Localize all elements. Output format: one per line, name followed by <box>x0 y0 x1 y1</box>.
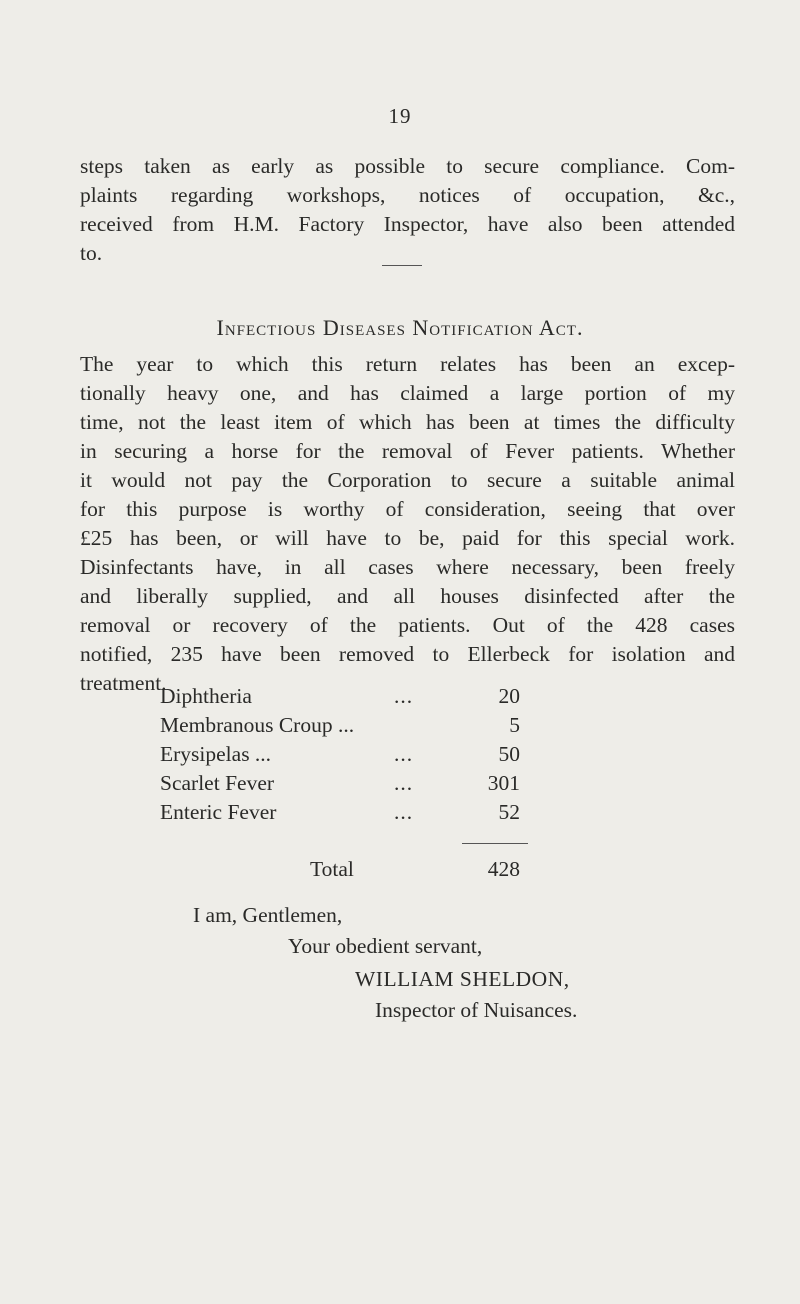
disease-name: Scarlet Fever <box>160 771 275 795</box>
cases-table <box>160 682 520 827</box>
closing-servant: Your obedient servant, <box>288 934 483 958</box>
paragraph-infectious-diseases <box>80 350 735 698</box>
paragraph-line: £25 has been, or will have to be, paid for this special work. <box>80 526 735 550</box>
table-row <box>160 682 520 711</box>
paragraph-line: The year to which this return relates has been an excep- <box>80 352 735 376</box>
signature-name: WILLIAM SHELDON, <box>355 967 570 991</box>
paragraph-line: plaints regarding workshops, notices of occupation, &c., <box>80 183 735 207</box>
paragraph-compliance <box>80 152 735 268</box>
paragraph-line: removal or recovery of the patients. Out of the 428 cases <box>80 613 735 637</box>
disease-name: Membranous Croup ... <box>160 713 355 737</box>
paragraph-line: steps taken as early as possible to secure compliance. Com- <box>80 154 735 178</box>
page-number: 19 <box>388 104 412 128</box>
paragraph-line: treatment. <box>80 671 167 695</box>
paragraph-line: tionally heavy one, and has claimed a large portion of my <box>80 381 735 405</box>
section-heading: Infectious Diseases Notification Act. <box>216 315 584 340</box>
table-row <box>160 740 520 769</box>
leader-dots: ... <box>394 742 414 766</box>
paragraph-line: for this purpose is worthy of consideration, seeing that over <box>80 497 735 521</box>
leader-dots: ... <box>394 800 414 824</box>
case-count: 301 <box>487 771 520 795</box>
table-row <box>160 711 520 740</box>
paragraph-line: and liberally supplied, and all houses disinfected after the <box>80 584 735 608</box>
case-count: 50 <box>498 742 520 766</box>
table-row <box>160 798 520 827</box>
disease-name: Erysipelas ... <box>160 742 272 766</box>
signature-role: Inspector of Nuisances. <box>375 998 578 1022</box>
paragraph-line: received from H.M. Factory Inspector, have also been attended <box>80 212 735 236</box>
paragraph-line: it would not pay the Corporation to secure a suitable animal <box>80 468 735 492</box>
paragraph-line: notified, 235 have been removed to Ellerbeck for isolation and <box>80 642 735 666</box>
closing-salutation: I am, Gentlemen, <box>193 903 343 927</box>
paragraph-line: in securing a horse for the removal of Fever patients. Whether <box>80 439 735 463</box>
case-count: 5 <box>509 713 520 737</box>
total-rule <box>462 843 528 844</box>
disease-name: Enteric Fever <box>160 800 277 824</box>
section-divider <box>382 265 422 266</box>
total-value: 428 <box>487 857 520 881</box>
table-row <box>160 769 520 798</box>
paragraph-line: Disinfectants have, in all cases where necessary, been freely <box>80 555 735 579</box>
leader-dots: ... <box>394 771 414 795</box>
leader-dots: ... <box>394 684 414 708</box>
total-label: Total <box>310 857 354 881</box>
case-count: 20 <box>498 684 520 708</box>
case-count: 52 <box>498 800 520 824</box>
disease-name: Diphtheria <box>160 684 252 708</box>
paragraph-line: to. <box>80 241 103 265</box>
total-row <box>160 855 520 884</box>
paragraph-line: time, not the least item of which has been at times the difficulty <box>80 410 735 434</box>
